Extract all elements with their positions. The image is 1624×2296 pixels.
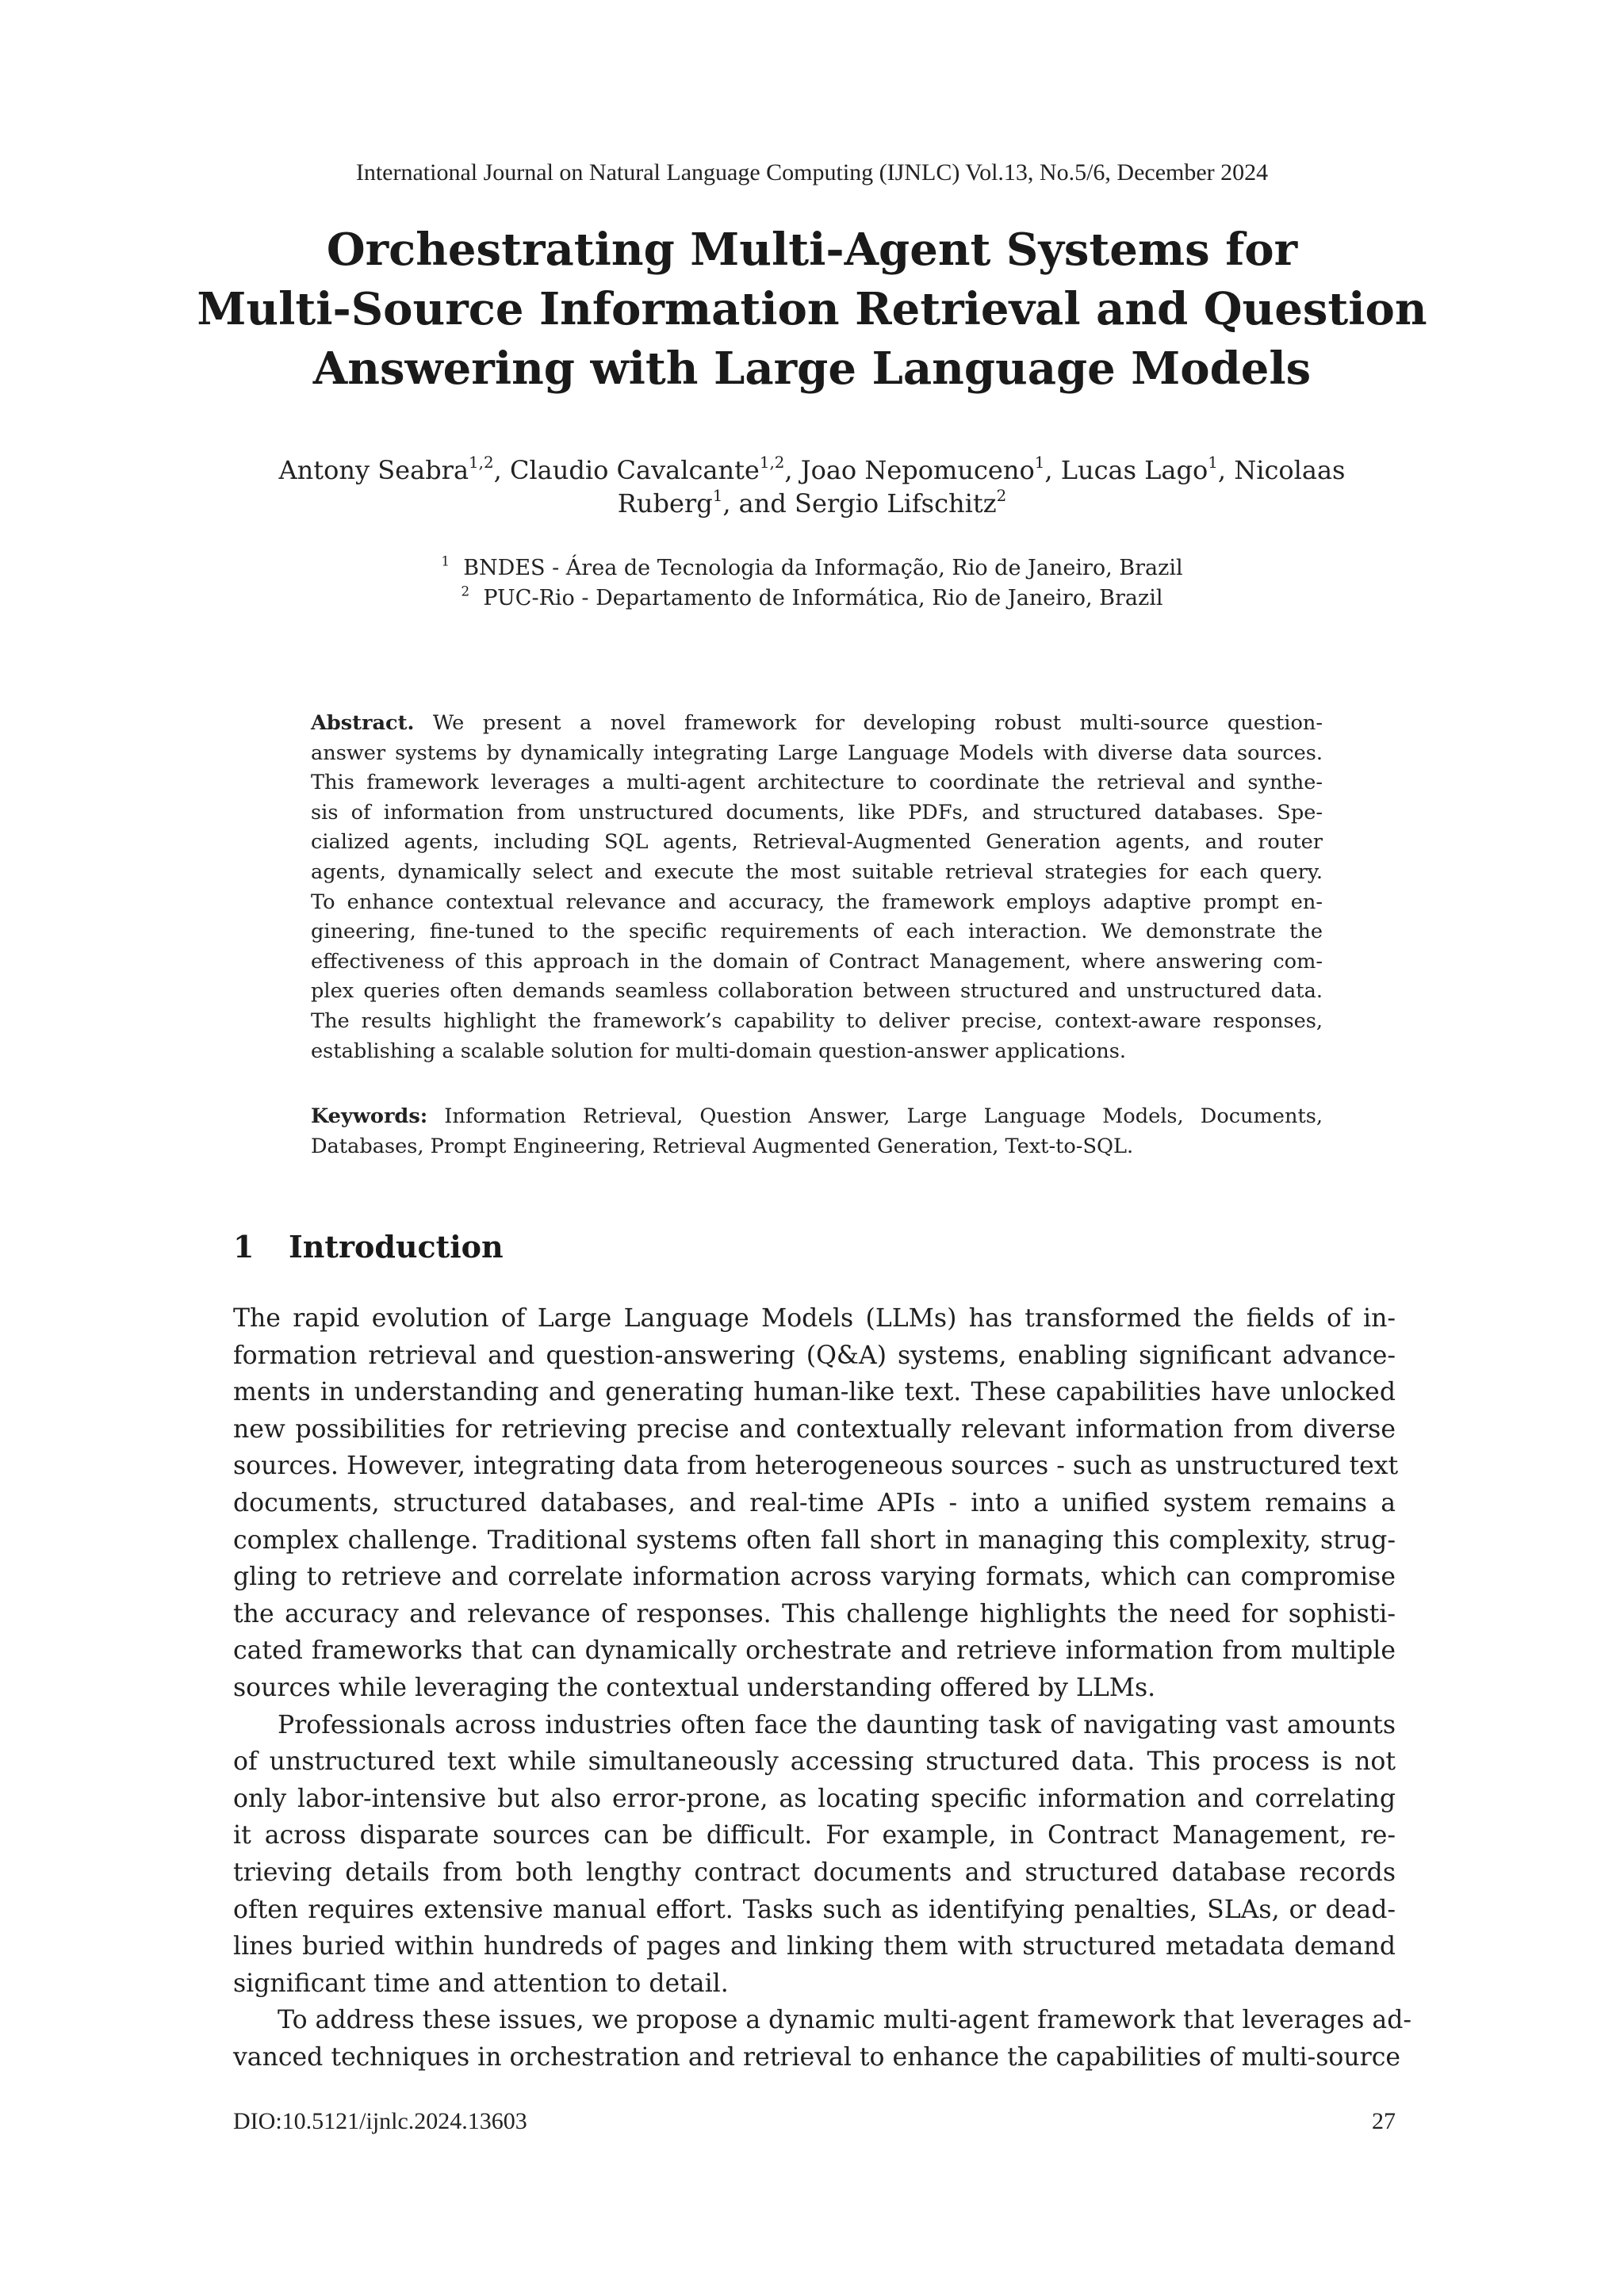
affiliation-text: PUC-Rio - Departamento de Informática, Rio de Janeiro, Brazil xyxy=(483,586,1163,610)
doi-text: DIO:10.5121/ijnlc.2024.13603 xyxy=(233,2108,527,2134)
abstract-line: answer systems by dynamically integrating Large Language Models with diverse data sources. xyxy=(311,740,1323,765)
body-line: gling to retrieve and correlate information across varying formats, which can compromise xyxy=(233,1563,1396,1592)
body-text xyxy=(233,1300,1412,2076)
body-line: only labor-intensive but also error-prone, as locating specific information and correlating xyxy=(233,1784,1396,1813)
affiliation-marker: 1 xyxy=(1208,453,1218,473)
section-heading xyxy=(233,1227,504,1267)
affiliation-text: BNDES - Área de Tecnologia da Informação, Rio de Janeiro, Brazil xyxy=(463,556,1183,580)
title-line: Multi-Source Information Retrieval and Question xyxy=(197,283,1427,335)
affiliation xyxy=(238,584,1386,614)
body-line: The rapid evolution of Large Language Models (LLMs) has transformed the fields of in- xyxy=(233,1304,1396,1333)
paper-title xyxy=(182,220,1442,399)
author-line xyxy=(238,453,1386,487)
author-name: Antony Seabra xyxy=(278,455,469,485)
title-line: Orchestrating Multi-Agent Systems for xyxy=(326,224,1298,276)
affiliations xyxy=(238,553,1386,614)
body-line: cated frameworks that can dynamically orchestrate and retrieve information from multiple xyxy=(233,1636,1396,1666)
keywords-line: Databases, Prompt Engineering, Retrieval Augmented Generation, Text-to-SQL. xyxy=(311,1134,1134,1158)
body-line: documents, structured databases, and real-time APIs - into a unified system remains a xyxy=(233,1488,1396,1517)
body-line: significant time and attention to detail. xyxy=(233,1969,729,1998)
body-line: often requires extensive manual effort. Tasks such as identifying penalties, SLAs, or dead- xyxy=(233,1895,1396,1924)
body-line: sources. However, integrating data from heterogeneous sources - such as unstructured text xyxy=(233,1452,1399,1481)
abstract-line: To enhance contextual relevance and accuracy, the framework employs adaptive prompt en- xyxy=(311,890,1323,914)
body-line: it across disparate sources can be difficult. For example, in Contract Management, re- xyxy=(233,1821,1396,1850)
body-line: ments in understanding and generating human-like text. These capabilities have unlocked xyxy=(233,1378,1396,1407)
abstract-line: cialized agents, including SQL agents, Retrieval-Augmented Generation agents, and router xyxy=(311,830,1323,855)
affiliation-marker: 1 xyxy=(1034,453,1045,473)
affiliation-marker: 1,2 xyxy=(759,453,785,473)
abstract-line: plex queries often demands seamless collaboration between structured and unstructured data. xyxy=(311,979,1323,1004)
author-name: , Nicolaas xyxy=(1217,455,1346,485)
body-line: formation retrieval and question-answering (Q&A) systems, enabling significant advance- xyxy=(233,1341,1396,1370)
abstract-line: sis of information from unstructured documents, like PDFs, and structured databases. Spe- xyxy=(311,800,1323,825)
author-name: , and Sergio Lifschitz xyxy=(722,488,997,519)
affiliation xyxy=(238,553,1386,584)
author-name: , Joao Nepomuceno xyxy=(784,455,1035,485)
author-list xyxy=(238,453,1386,520)
author-name: Ruberg xyxy=(617,488,713,519)
section-number: 1 xyxy=(233,1229,255,1265)
running-head: International Journal on Natural Language Computing (IJNLC) Vol.13, No.5/6, December 2024 xyxy=(355,159,1269,186)
body-line: new possibilities for retrieving precise and contextually relevant information from diverse xyxy=(233,1414,1396,1444)
abstract-line: establishing a scalable solution for multi-domain question-answer applications. xyxy=(311,1039,1127,1063)
page-number: 27 xyxy=(1372,2108,1396,2134)
abstract xyxy=(311,709,1323,1066)
body-line: sources while leveraging the contextual understanding offered by LLMs. xyxy=(233,1673,1156,1702)
abstract-line: effectiveness of this approach in the domain of Contract Management, where answering com- xyxy=(311,949,1323,974)
body-line: lines buried within hundreds of pages and linking them with structured metadata demand xyxy=(233,1932,1396,1961)
body-line: trieving details from both lengthy contract documents and structured database records xyxy=(233,1858,1396,1887)
author-name: , Claudio Cavalcante xyxy=(493,455,760,485)
affiliation-marker: 1 xyxy=(712,487,723,506)
body-line: vanced techniques in orchestration and retrieval to enhance the capabilities of multi-source xyxy=(233,2042,1400,2072)
body-line: of unstructured text while simultaneously accessing structured data. This process is not xyxy=(233,1747,1396,1777)
affiliation-marker: 2 xyxy=(996,487,1007,506)
abstract-line: gineering, fine-tuned to the specific requirements of each interaction. We demonstrate the xyxy=(311,920,1323,944)
body-line: the accuracy and relevance of responses. This challenge highlights the need for sophisti- xyxy=(233,1599,1396,1628)
body-line: complex challenge. Traditional systems often fall short in managing this complexity, strug- xyxy=(233,1525,1396,1555)
affiliation-marker: 2 xyxy=(461,583,470,599)
affiliation-marker: 1,2 xyxy=(469,453,494,473)
abstract-line: The results highlight the framework’s capability to deliver precise, context-aware responses, xyxy=(311,1008,1323,1033)
abstract-label: Abstract. xyxy=(311,711,415,735)
abstract-line: This framework leverages a multi-agent architecture to coordinate the retrieval and synthe- xyxy=(311,771,1323,795)
author-line xyxy=(238,487,1386,520)
keywords xyxy=(311,1102,1323,1161)
keywords-label: Keywords: xyxy=(311,1104,428,1128)
affiliation-marker: 1 xyxy=(441,553,450,569)
body-line: Professionals across industries often face the daunting task of navigating vast amounts xyxy=(278,1710,1396,1739)
author-name: , Lucas Lago xyxy=(1044,455,1208,485)
body-line: To address these issues, we propose a dynamic multi-agent framework that leverages ad- xyxy=(278,2006,1412,2035)
title-line: Answering with Large Language Models xyxy=(312,342,1312,395)
abstract-text: We present a novel framework for developing robust multi-source question- xyxy=(414,711,1323,735)
keywords-text: Information Retrieval, Question Answer, Large Language Models, Documents, xyxy=(427,1104,1323,1128)
keywords-line xyxy=(311,1102,1323,1132)
abstract-line xyxy=(311,709,1323,739)
section-title: Introduction xyxy=(289,1229,504,1265)
abstract-line: agents, dynamically select and execute the most suitable retrieval strategies for each query. xyxy=(311,859,1323,884)
